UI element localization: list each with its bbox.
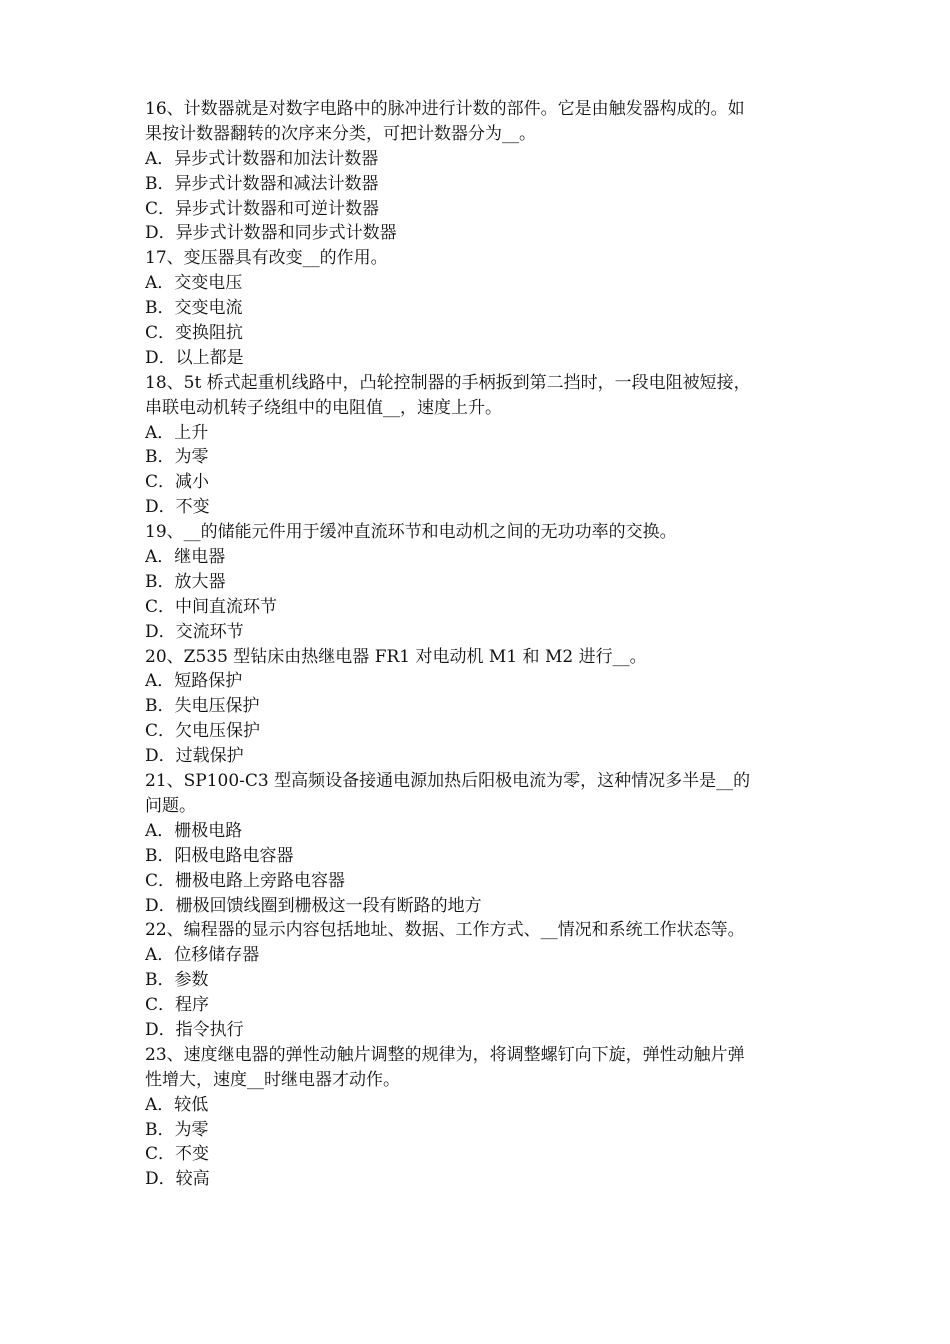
option-c: C．欠电压保护	[145, 721, 261, 742]
question-stem-line: 性增大，速度__时继电器才动作。	[145, 1069, 400, 1090]
option-a: A．异步式计数器和加法计数器	[145, 148, 379, 169]
question-stem-line: 22、编程器的显示内容包括地址、数据、工作方式、__情况和系统工作状态等。	[145, 920, 745, 941]
option-a: A．位移储存器	[145, 945, 260, 966]
option-d: D．不变	[145, 497, 210, 518]
question-21	[145, 769, 813, 918]
option-d: D．较高	[145, 1169, 210, 1190]
option-d: D．交流环节	[145, 621, 244, 642]
option-a: A．交变电压	[145, 273, 243, 294]
option-d: D．栅极回馈线圈到栅极这一段有断路的地方	[145, 895, 482, 916]
option-a: A．栅极电路	[145, 820, 243, 841]
option-d: D．异步式计数器和同步式计数器	[145, 223, 397, 244]
question-20	[145, 645, 813, 769]
option-b: B．参数	[145, 970, 209, 991]
option-d: D．以上都是	[145, 347, 244, 368]
option-d: D．指令执行	[145, 1019, 244, 1040]
option-a: A．短路保护	[145, 671, 243, 692]
question-23	[145, 1043, 813, 1192]
option-d: D．过载保护	[145, 746, 244, 767]
option-b: B．阳极电路电容器	[145, 845, 294, 866]
question-16	[145, 97, 813, 246]
option-c: C．程序	[145, 995, 210, 1016]
option-b: B．交变电流	[145, 298, 243, 319]
question-stem-line: 问题。	[145, 795, 196, 816]
question-19	[145, 520, 813, 644]
document-page	[145, 97, 813, 1192]
question-22	[145, 918, 813, 1042]
question-stem-line: 20、Z535 型钻床由热继电器 FR1 对电动机 M1 和 M2 进行__。	[145, 646, 647, 667]
option-c: C．栅极电路上旁路电容器	[145, 870, 346, 891]
option-a: A．上升	[145, 422, 209, 443]
option-b: B．为零	[145, 1119, 209, 1140]
question-stem-line: 果按计数器翻转的次序来分类，可把计数器分为__。	[145, 123, 536, 144]
option-b: B．放大器	[145, 571, 226, 592]
question-stem-line: 23、速度继电器的弹性动触片调整的规律为，将调整螺钉向下旋，弹性动触片弹	[145, 1044, 745, 1065]
option-c: C．减小	[145, 472, 210, 493]
option-c: C．变换阻抗	[145, 323, 244, 344]
option-c: C．异步式计数器和可逆计数器	[145, 198, 380, 219]
question-stem-line: 21、SP100-C3 型高频设备接通电源加热后阳极电流为零，这种情况多半是__的	[145, 771, 751, 792]
question-stem-line: 16、计数器就是对数字电路中的脉冲进行计数的部件。它是由触发器构成的。如	[145, 99, 745, 119]
question-18	[145, 371, 813, 520]
question-stem-line: 19、__的储能元件用于缓冲直流环节和电动机之间的无功功率的交换。	[145, 522, 677, 543]
question-17	[145, 246, 813, 370]
option-b: B．失电压保护	[145, 696, 260, 717]
option-a: A．较低	[145, 1094, 209, 1115]
option-c: C．不变	[145, 1144, 210, 1165]
question-stem-line: 17、变压器具有改变__的作用。	[145, 248, 388, 269]
option-c: C．中间直流环节	[145, 596, 278, 617]
option-b: B．异步式计数器和减法计数器	[145, 173, 379, 194]
question-stem-line: 18、5t 桥式起重机线路中，凸轮控制器的手柄扳到第二挡时，一段电阻被短接，	[145, 372, 751, 393]
question-stem-line: 串联电动机转子绕组中的电阻值__，速度上升。	[145, 397, 502, 418]
option-b: B．为零	[145, 447, 209, 468]
option-a: A．继电器	[145, 547, 226, 568]
